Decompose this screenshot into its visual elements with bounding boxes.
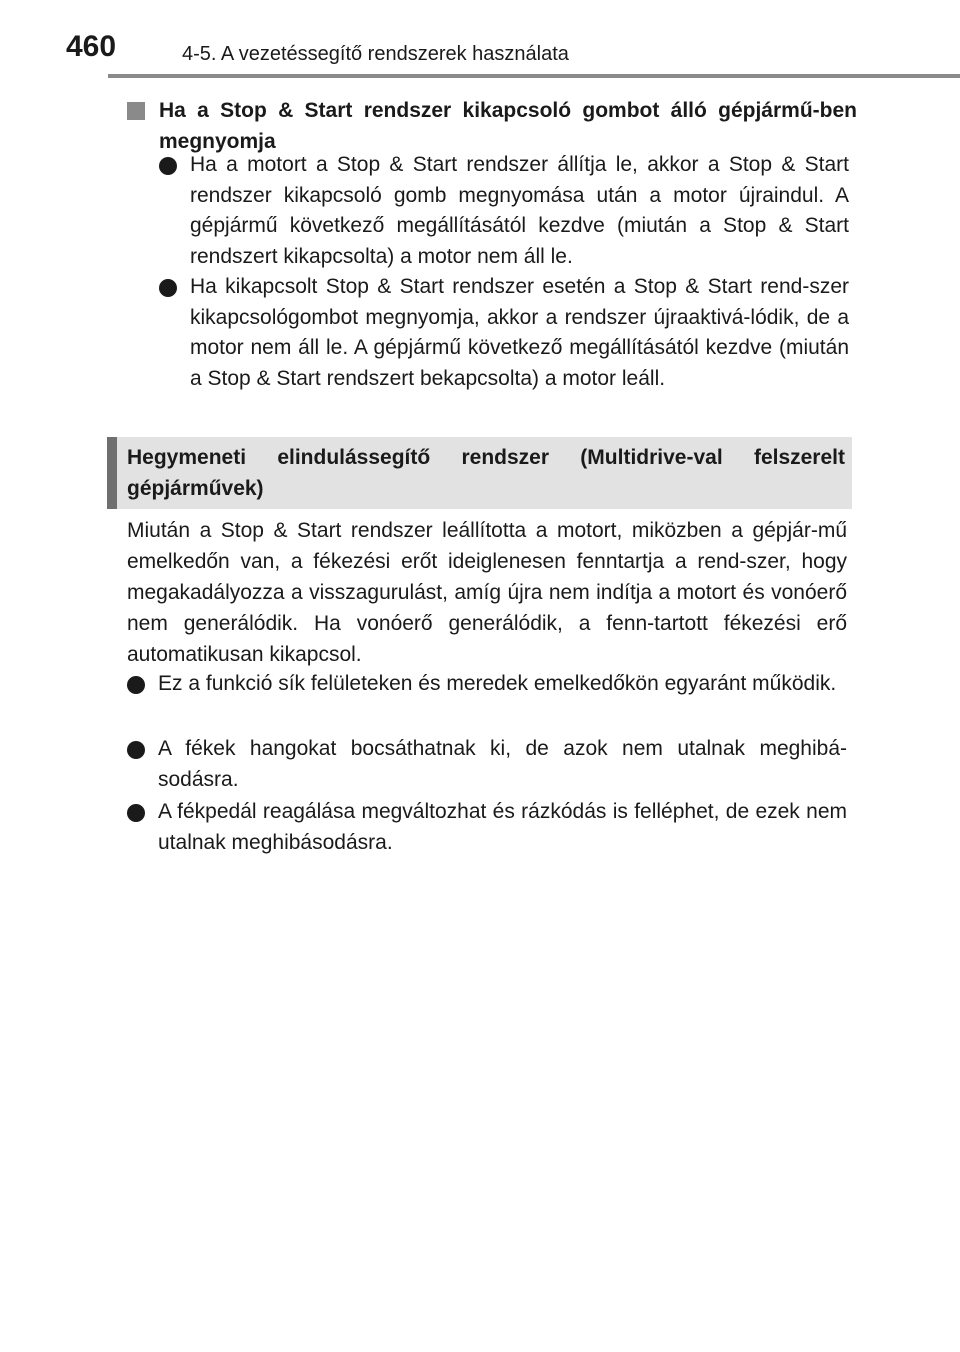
header-divider (108, 74, 960, 78)
bullet-dot-icon (127, 741, 145, 759)
body-paragraph: Miután a Stop & Start rendszer leállította a motort, miközben a gépjár-mű emelkedőn van, a fékezési erőt ideiglenesen fenntartja a rend-szer, hogy megakadályozza a visszagurulást, amíg újra nem indítja a motort és vonóerő nem generálódik. Ha vonóerő generálódik, a fenn-tartott fékezési erő automatikusan kikapcsol. (127, 519, 847, 666)
page-number: 460 (66, 30, 117, 63)
bullet-dot-icon (127, 804, 145, 822)
square-bullet-icon (127, 102, 145, 120)
bullet-dot-icon (159, 157, 177, 175)
subheading (127, 95, 857, 157)
list-item-text: Ha a motort a Stop & Start rendszer állítja le, akkor a Stop & Start rendszer kikapcsoló gomb megnyomása után a motor újraindul. A gépjármű következő megállításától kezdve (miután a Stop & Start rendszert kikapcsolta) a motor nem áll le. (190, 153, 849, 268)
list-item (127, 797, 847, 858)
section-box-accent (107, 437, 117, 509)
page-header (0, 0, 960, 80)
list-item (127, 734, 847, 795)
list-item-text: A fékek hangokat bocsáthatnak ki, de azok nem utalnak meghibá-sodásra. (158, 737, 847, 791)
section-box-title: Hegymeneti elindulássegítő rendszer (Multidrive-val felszerelt gépjárművek) (127, 446, 845, 500)
list-item-text: A fékpedál reagálása megváltozhat és rázkódás is felléphet, de ezek nem utalnak meghibásodásra. (158, 800, 847, 854)
subheading-text: Ha a Stop & Start rendszer kikapcsoló gombot álló gépjármű-ben megnyomja (159, 99, 857, 153)
list-item (159, 272, 849, 394)
list-item-text: Ha kikapcsolt Stop & Start rendszer esetén a Stop & Start rend-szer kikapcsológombot megnyomja, akkor a rendszer újraaktivá-lódik, de a motor nem áll le. A gépjármű következő megállításától kezdve (miután a Stop & Start rendszert bekapcsolta) a motor leáll. (190, 275, 849, 390)
section-title: 4-5. A vezetéssegítő rendszerek használata (182, 43, 569, 65)
bullet-dot-icon (159, 279, 177, 297)
list-item-text: Ez a funkció sík felületeken és meredek emelkedőkön egyaránt működik. (158, 672, 837, 695)
section-box (107, 437, 852, 509)
list-item (127, 669, 847, 700)
bullet-dot-icon (127, 676, 145, 694)
list-item (159, 150, 849, 272)
